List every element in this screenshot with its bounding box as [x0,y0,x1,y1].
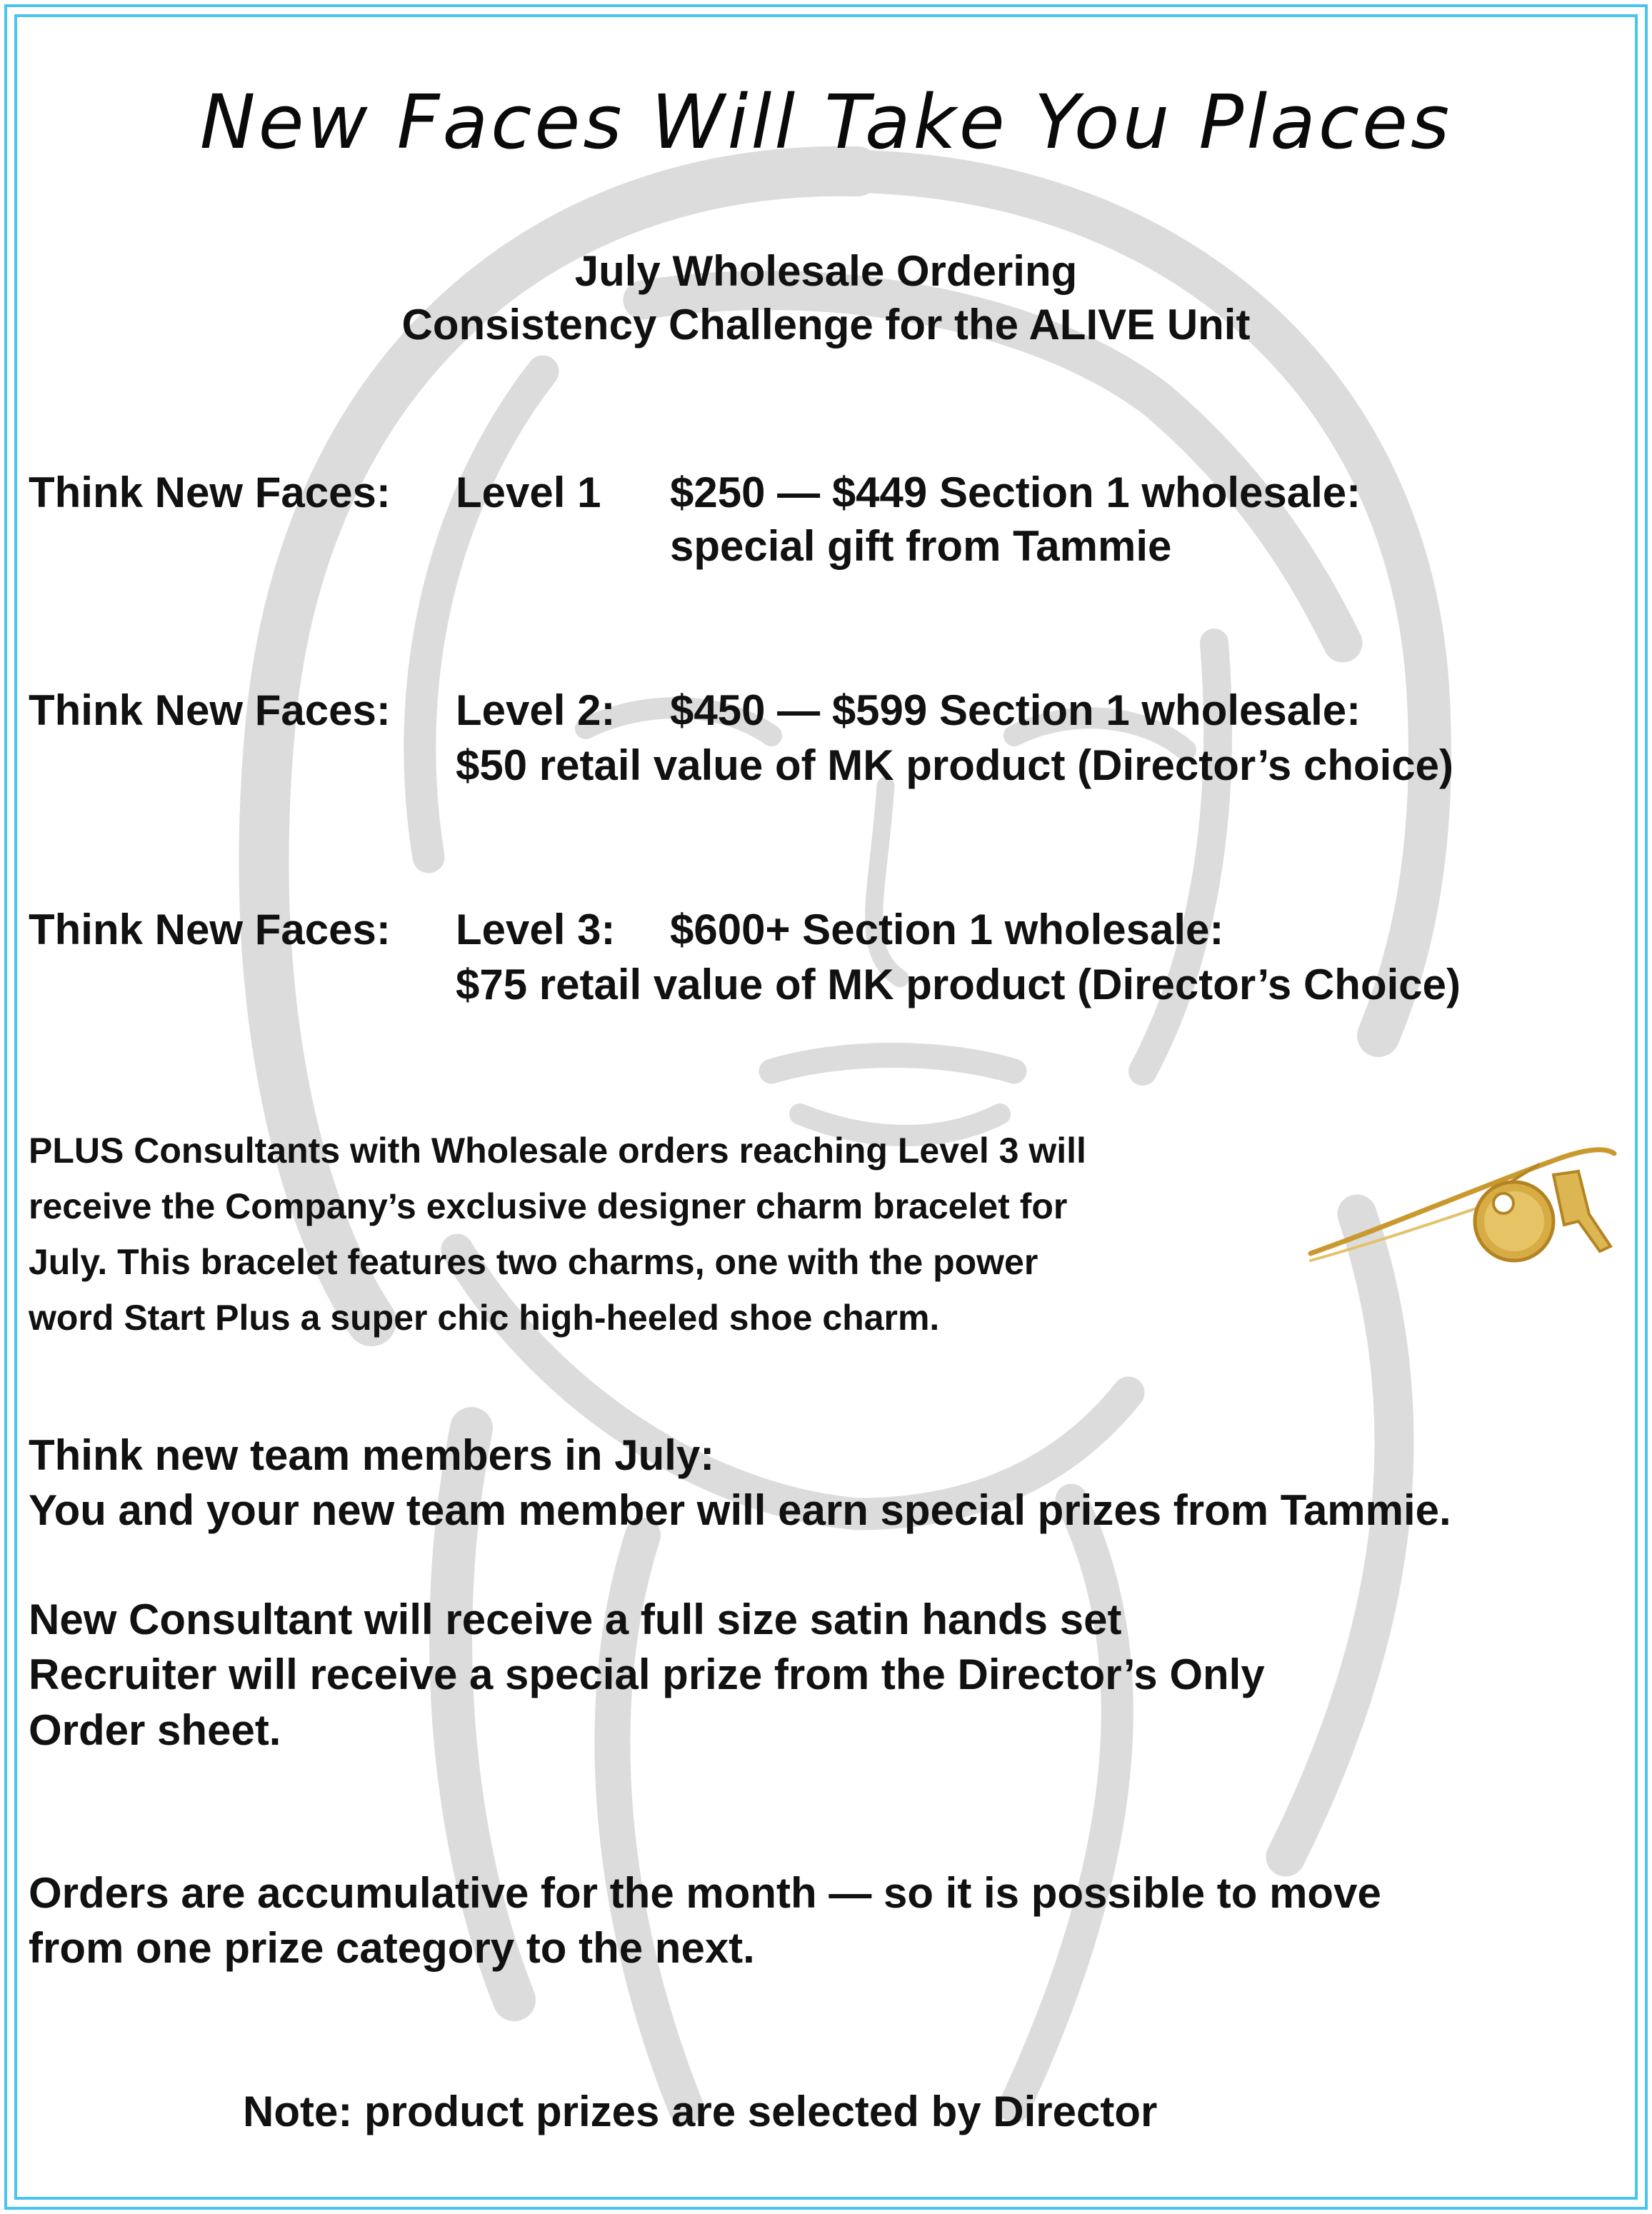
level-1-prefix: Think New Faces: [29,469,391,516]
team-line-1: Think new team members in July: [29,1431,715,1479]
level-2-reward: $50 retail value of MK product (Director’s choice) [456,741,1454,789]
level-2-range: $450 — $599 Section 1 wholesale: [670,686,1361,734]
charm-bracelet-picture [1296,1121,1639,1286]
consultant-line-2: Recruiter will receive a special prize from the Director’s Only [29,1651,1265,1698]
subtitle-line-1: July Wholesale Ordering [574,247,1078,295]
consultant-line-3: Order sheet. [29,1706,281,1754]
plus-line-4: word Start Plus a super chic high-heeled shoe charm. [29,1298,940,1338]
plus-line-2: receive the Company’s exclusive designer charm bracelet for [29,1186,1068,1226]
orders-line-1: Orders are accumulative for the month — so it is possible to move [29,1869,1381,1917]
plus-line-3: July. This bracelet features two charms, one with the power [29,1242,1038,1282]
orders-line-2: from one prize category to the next. [29,1924,755,1972]
plus-paragraph [29,1123,1086,1346]
level-2-label: Level 2: [456,686,616,734]
level-3-prefix: Think New Faces: [29,906,391,953]
level-3-reward: $75 retail value of MK product (Director’s Choice) [456,961,1461,1008]
subtitle-line-2: Consistency Challenge for the ALIVE Unit [401,301,1251,349]
level-2-prefix: Think New Faces: [29,686,391,734]
level-1-label: Level 1 [456,469,601,516]
level-3-range: $600+ Section 1 wholesale: [670,906,1224,953]
page-title: New Faces Will Take You Places [199,79,1453,166]
team-line-2: You and your new team member will earn special prizes from Tammie. [29,1486,1451,1534]
level-3-label: Level 3: [456,906,616,953]
level-1-range: $250 — $449 Section 1 wholesale: [670,469,1361,516]
level-1-reward: special gift from Tammie [670,522,1172,570]
plus-line-1: PLUS Consultants with Wholesale orders reaching Level 3 will [29,1131,1086,1171]
footer-note: Note: product prizes are selected by Director [243,2088,1158,2135]
consultant-line-1: New Consultant will receive a full size satin hands set [29,1596,1122,1643]
